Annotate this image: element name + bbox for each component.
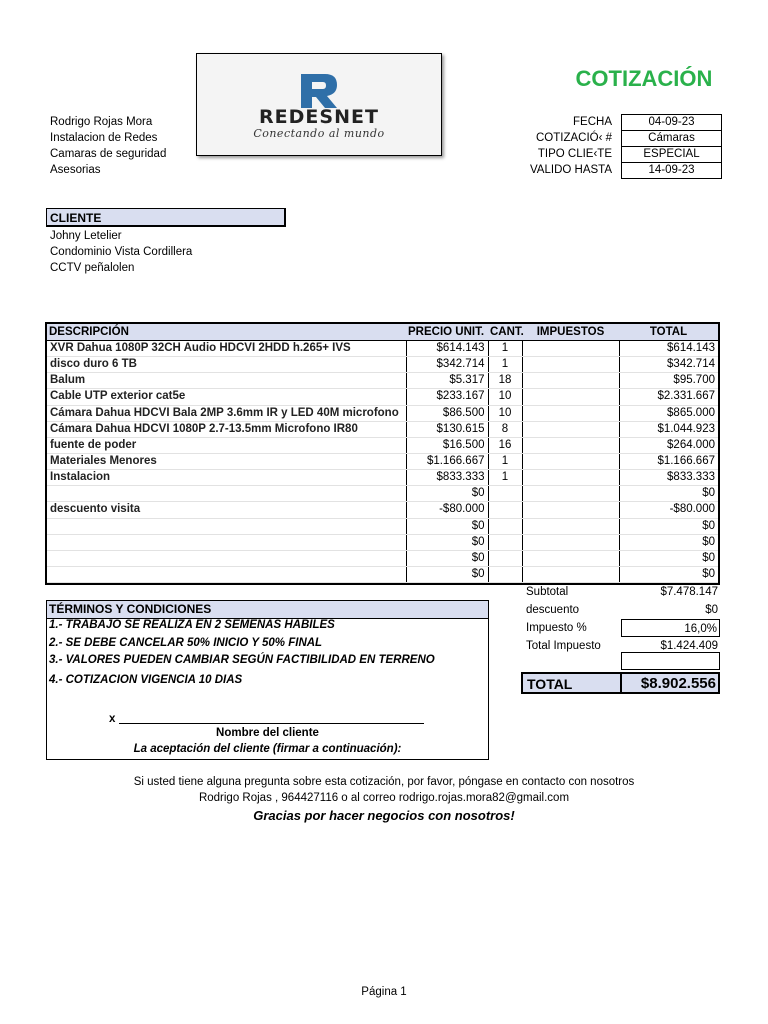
meta-label-date: FECHA [573,116,612,128]
item-total: -$80.000 [619,502,718,518]
subtotal-label: Subtotal [526,586,569,598]
item-taxes [522,534,619,550]
column-header-quantity: CANT. [488,324,522,341]
company-logo [196,53,442,156]
company-line: Camaras de seguridad [50,148,167,160]
item-description: Cámara Dahua HDCVI Bala 2MP 3.6mm IR y LED 40M microfono [47,405,406,421]
grand-total-box [521,672,720,694]
total-value: $8.902.556 [640,675,716,692]
item-description: Cable UTP exterior cat5e [47,389,406,405]
item-description: fuente de poder [47,437,406,453]
item-unit-price: $0 [406,486,488,502]
table-row [47,518,718,534]
item-total: $0 [619,486,718,502]
logo-name: REDESNET [259,106,379,128]
item-unit-price: $16.500 [406,437,488,453]
term-item: 2.- SE DEBE CANCELAR 50% INICIO Y 50% FINAL [49,637,323,649]
item-quantity: 1 [488,470,522,486]
item-quantity: 8 [488,421,522,437]
item-description: descuento visita [47,502,406,518]
tax-rate-value[interactable]: 16,0% [621,619,720,637]
item-unit-price: $614.143 [406,341,488,357]
item-unit-price: $233.167 [406,389,488,405]
item-description [47,534,406,550]
item-quantity: 1 [488,341,522,357]
item-unit-price: $5.317 [406,373,488,389]
subtotal-value: $7.478.147 [660,586,718,598]
discount-value: $0 [705,604,718,616]
item-unit-price: $0 [406,550,488,566]
terms-box [46,600,489,760]
item-taxes [522,502,619,518]
table-row [47,550,718,566]
item-description [47,566,406,582]
meta-label-quote-number: COTIZACIÓ‹ # [535,132,612,144]
item-unit-price: $86.500 [406,405,488,421]
item-taxes [522,518,619,534]
table-header-row [47,324,718,341]
total-label: TOTAL [527,676,573,692]
table-row [47,405,718,421]
item-total: $95.700 [619,373,718,389]
table-row [47,357,718,373]
item-quantity: 18 [488,373,522,389]
item-taxes [522,486,619,502]
item-quantity [488,518,522,534]
meta-value-valid-until[interactable]: 14-09-23 [648,164,695,176]
table-row [47,341,718,357]
signature-accept-label: La aceptación del cliente (firmar a continuación): [133,743,402,755]
client-line: Condominio Vista Cordillera [50,246,193,258]
table-row [47,502,718,518]
signature-line[interactable] [109,713,424,725]
table-row [47,421,718,437]
meta-value-quote-number[interactable]: Cámaras [622,131,721,147]
item-taxes [522,550,619,566]
items-table [45,322,720,585]
item-quantity [488,534,522,550]
table-row [47,534,718,550]
footer-thanks: Gracias por hacer negocios con nosotros! [253,808,515,823]
item-unit-price: $342.714 [406,357,488,373]
meta-value-date[interactable]: 04-09-23 [622,115,721,131]
item-quantity: 1 [488,357,522,373]
item-description [47,486,406,502]
table-row [47,373,718,389]
client-info [50,228,192,276]
company-name: Rodrigo Rojas Mora [50,116,153,128]
term-item: 1.- TRABAJO SE REALIZA EN 2 SEMENAS HABILES [49,619,335,631]
item-description [47,518,406,534]
item-unit-price: $130.615 [406,421,488,437]
table-row [47,470,718,486]
item-unit-price: $0 [406,534,488,550]
summary-labels [526,583,601,655]
item-total: $614.143 [619,341,718,357]
client-name: Johny Letelier [50,230,122,242]
item-total: $1.044.923 [619,421,718,437]
meta-values [621,114,722,179]
item-total: $264.000 [619,437,718,453]
item-taxes [522,566,619,582]
item-taxes [522,405,619,421]
footer-contact-line2: Rodrigo Rojas , 964427116 o al correo rodrigo.rojas.mora82@gmail.com [198,792,570,804]
item-unit-price: $1.166.667 [406,453,488,469]
company-line: Asesorias [50,164,101,176]
meta-labels [520,114,612,178]
discount-label: descuento [526,604,580,616]
item-total: $1.166.667 [619,453,718,469]
item-quantity: 1 [488,453,522,469]
table-row [47,453,718,469]
item-taxes [522,373,619,389]
signature-name-label: Nombre del cliente [216,727,319,739]
item-quantity [488,566,522,582]
item-description: Balum [47,373,406,389]
column-header-total: TOTAL [619,324,718,341]
item-description [47,550,406,566]
item-unit-price: $833.333 [406,470,488,486]
item-unit-price: $0 [406,566,488,582]
page-number: Página 1 [361,986,407,998]
company-line: Instalacion de Redes [50,132,158,144]
table-row [47,389,718,405]
item-taxes [522,389,619,405]
client-header: CLIENTE [46,208,286,227]
summary-values [621,583,720,655]
logo-tagline: Conectando al mundo [253,127,385,140]
item-total: $0 [619,550,718,566]
item-total: $833.333 [619,470,718,486]
item-description: Materiales Menores [47,453,406,469]
meta-label-client-type: TIPO CLIE‹TE [537,148,612,160]
item-quantity: 10 [488,389,522,405]
meta-value-client-type[interactable]: ESPECIAL [622,147,721,163]
item-description: Instalacion [47,470,406,486]
item-description: disco duro 6 TB [47,357,406,373]
tax-total-label: Total Impuesto [526,640,601,652]
item-total: $0 [619,566,718,582]
document-title: COTIZACIÓN [575,66,713,91]
term-item: 3.- VALORES PUEDEN CAMBIAR SEGÚN FACTIBILIDAD EN TERRENO [49,654,435,666]
signature-blank[interactable] [119,723,424,724]
item-taxes [522,421,619,437]
item-total: $2.331.667 [619,389,718,405]
item-total: $342.714 [619,357,718,373]
table-row [47,486,718,502]
item-unit-price: $0 [406,518,488,534]
empty-summary-cell [621,652,720,670]
footer-contact-line1: Si usted tiene alguna pregunta sobre esta cotización, por favor, póngase en contacto con nosotros [133,776,635,788]
client-line: CCTV peñalolen [50,262,135,274]
item-quantity: 16 [488,437,522,453]
item-taxes [522,470,619,486]
item-total: $0 [619,534,718,550]
item-taxes [522,437,619,453]
total-divider [620,674,622,692]
item-description: XVR Dahua 1080P 32CH Audio HDCVI 2HDD h.265+ IVS [47,341,406,357]
item-quantity [488,486,522,502]
logo-r-icon [297,72,341,110]
item-description: Cámara Dahua HDCVI 1080P 2.7-13.5mm Microfono IR80 [47,421,406,437]
item-quantity [488,550,522,566]
company-info [50,114,166,178]
item-taxes [522,341,619,357]
table-row [47,566,718,582]
item-total: $0 [619,518,718,534]
signature-prefix: x [109,713,116,725]
item-taxes [522,453,619,469]
item-taxes [522,357,619,373]
item-quantity [488,502,522,518]
tax-rate-label: Impuesto % [526,622,587,634]
column-header-unit-price: PRECIO UNIT. [406,324,488,341]
item-unit-price: -$80.000 [406,502,488,518]
terms-header: TÉRMINOS Y CONDICIONES [47,601,488,619]
column-header-description: DESCRIPCIÓN [47,324,406,341]
column-header-taxes: IMPUESTOS [522,324,619,341]
tax-total-value: $1.424.409 [660,640,718,652]
item-quantity: 10 [488,405,522,421]
table-row [47,437,718,453]
item-total: $865.000 [619,405,718,421]
meta-label-valid-until: VALIDO HASTA [529,164,612,176]
term-item: 4.- COTIZACION VIGENCIA 10 DIAS [49,674,243,686]
